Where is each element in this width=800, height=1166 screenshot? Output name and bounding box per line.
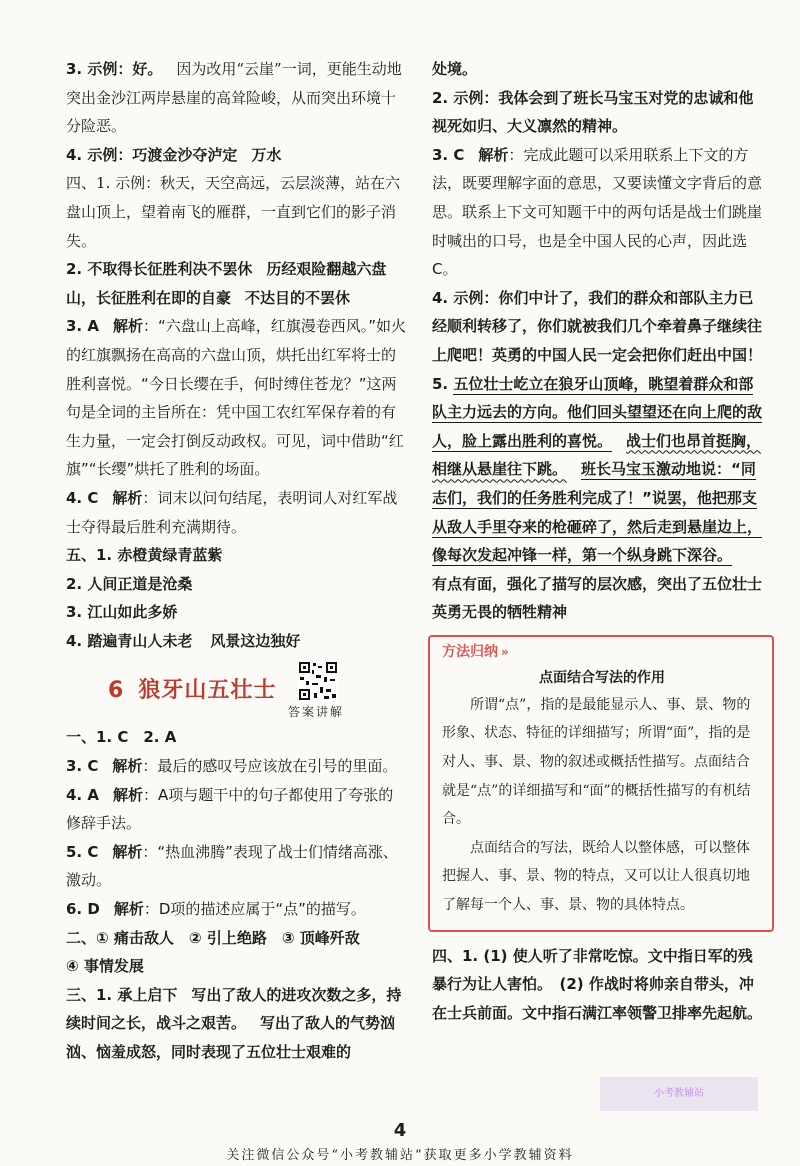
method-summary-title: 点面结合写法的作用 bbox=[539, 669, 665, 686]
answer-r5-conclusion: 有点有面，强化了描写的层次感，突出了五位壮士英勇无畏的牺牲精神 bbox=[432, 574, 763, 622]
answer-lesson6-6: 6. D 解析：D项的描述应属于“点”的描写。 bbox=[66, 900, 366, 919]
qr-caption: 答案讲解 bbox=[288, 705, 345, 720]
answer-section-5-1: 五、1. 赤橙黄绿青蓝紫 bbox=[66, 546, 223, 565]
answer-section-5-4: 4. 踏遍青山人未老 风景这边独好 bbox=[66, 631, 301, 650]
method-summary-paragraph-1: 所谓“点”，指的是最能显示人、事、景、物的形象、状态、特征的详细描写；所谓“面”，指的是对人、事、景、物的叙述或概括性描写。点面结合就是“点”的详细描写和“面”的概括性描写的有机结合。 bbox=[442, 696, 751, 828]
answer-r5: 5. 五位壮士屹立在狼牙山顶峰，眺望着群众和部队主力远去的方向。他们回头望望还在向上爬的敌人，脸上露出胜利的喜悦。 战士们也昂首挺胸，相继从悬崖往下跳。 班长马宝玉激动地说：“同志们，我们的任务胜利完成了！”说罢，他把那支从敌人手里夺来的枪砸碎了，然后走到悬崖边上，像每次发起冲锋一样，第一个纵身跳下深谷。 bbox=[432, 374, 763, 565]
answer-section-4-4: 4. C 解析：词末以问句结尾，表明词人对红军战士夺得最后胜利充满期待。 bbox=[66, 488, 398, 536]
answer-continued: 处境。 bbox=[432, 60, 478, 78]
answer-lesson6-section2-4: ④ 事情发展 bbox=[66, 957, 144, 976]
qr-code-icon[interactable] bbox=[298, 661, 338, 701]
right-column bbox=[432, 55, 762, 1027]
answer-lesson6-3: 3. C 解析：最后的感叹号应该放在引号的里面。 bbox=[66, 757, 398, 776]
double-chevron-icon: » bbox=[501, 644, 509, 659]
lesson-heading bbox=[66, 659, 408, 721]
answer-section-5-3: 3. 江山如此多娇 bbox=[66, 603, 178, 622]
answer-section-5-2: 2. 人间正道是沧桑 bbox=[66, 574, 193, 593]
answer-section-4-3: 3. A 解析：“六盘山上高峰，红旗漫卷西风。”如火的红旗飘扬在高高的六盘山顶，烘托出红军将士的胜利喜悦。“今日长缨在手，何时缚住苍龙？”这两句是全词的主旨所在：凭中国工农红军保存着的有生力量，一定会打倒反动政权。可见，词中借助“红旗”“长缨”烘托了胜利的场面。 bbox=[66, 317, 407, 479]
method-summary-paragraph-2: 点面结合的写法，既给人以整体感，可以整体把握人、事、景、物的特点，又可以让人很真切地了解每一个人、事、景、物的具体特点。 bbox=[442, 839, 750, 914]
wavy-point-passage: 战士们也昂首挺胸，相继从悬崖往下跳。 bbox=[432, 431, 762, 479]
page-number: 4 bbox=[393, 1120, 407, 1141]
underlined-face-passage: 五位壮士屹立在狼牙山顶峰，眺望着群众和部队主力远去的方向。他们回头望望还在向上爬的敌人，脸上露出胜利的喜悦。 bbox=[432, 374, 763, 450]
answer-r6: 四、1. (1) 使人听了非常吃惊。文中指日军的残暴行为让人害怕。 (2) 作战时将帅亲自带头，冲在士兵前面。文中指石满江率领警卫排率先起航。 bbox=[432, 946, 763, 1022]
underlined-point-passage: 班长马宝玉激动地说：“同志们，我们的任务胜利完成了！”说罢，他把那支从敌人手里夺来的枪砸碎了，然后走到悬崖边上，像每次发起冲锋一样，第一个纵身跳下深谷。 bbox=[432, 460, 763, 565]
answer-r3: 3. C 解析：完成此题可以采用联系上下文的方法，既要理解字面的意思，又要读懂文字背后的意思。联系上下文可知题干中的两句话是战士们跳崖时喊出的口号，也是全中国人民的心声，因此选C。 bbox=[432, 145, 763, 279]
answer-lesson6-5: 5. C 解析：“热血沸腾”表现了战士们情绪高涨、激动。 bbox=[66, 842, 398, 890]
answer-r4: 4. 示例：你们中计了，我们的群众和部队主力已经顺利转移了，你们就被我们几个牵着鼻子继续往上爬吧！英勇的中国人民一定会把你们赶出中国！ bbox=[432, 288, 763, 364]
answer-r2: 2. 示例：我体会到了班长马宝玉对党的忠诚和他视死如归、大义凛然的精神。 bbox=[432, 88, 754, 136]
answer-section-4-2: 2. 不取得长征胜利决不罢休 历经艰险翻越六盘山，长征胜利在即的自豪 不达目的不罢休 bbox=[66, 260, 387, 307]
answer-lesson6-1: 一、1. C 2. A bbox=[66, 728, 177, 747]
answer-section-4-1: 四、1. 示例：秋天，天空高远，云层淡薄，站在六盘山顶上，望着南飞的雁群，一直到它们的影子消失。 bbox=[66, 174, 401, 250]
answer-4: 4. 示例：巧渡金沙夺泸定 万水 bbox=[66, 145, 282, 164]
lesson-title: 6 狼牙山五壮士 bbox=[108, 678, 277, 704]
answer-lesson6-section3: 三、1. 承上启下 写出了敌人的进攻次数之多，持续时间之长，战斗之艰苦。 写出了敌人的气势汹汹、恼羞成怒，同时表现了五位壮士艰难的 bbox=[66, 985, 402, 1061]
answer-3: 3. 示例：好。 因为改用“云崖”一词，更能生动地突出金沙江两岸悬崖的高耸险峻，从而突出环境十分险恶。 bbox=[66, 60, 402, 136]
method-summary-box bbox=[428, 635, 774, 932]
watermark-logo: 小考教辅站 bbox=[600, 1077, 758, 1111]
footer-note: 关注微信公众号“小考教辅站”获取更多小学教辅资料 bbox=[226, 1148, 574, 1163]
left-column bbox=[66, 55, 408, 1067]
method-summary-tag: 方法归纳 » bbox=[442, 643, 509, 660]
answer-lesson6-section2: 二、① 痛击敌人 ② 引上绝路 ③ 顶峰歼敌 bbox=[66, 928, 360, 947]
answer-lesson6-4: 4. A 解析：A项与题干中的句子都使用了夸张的修辞手法。 bbox=[66, 785, 394, 833]
